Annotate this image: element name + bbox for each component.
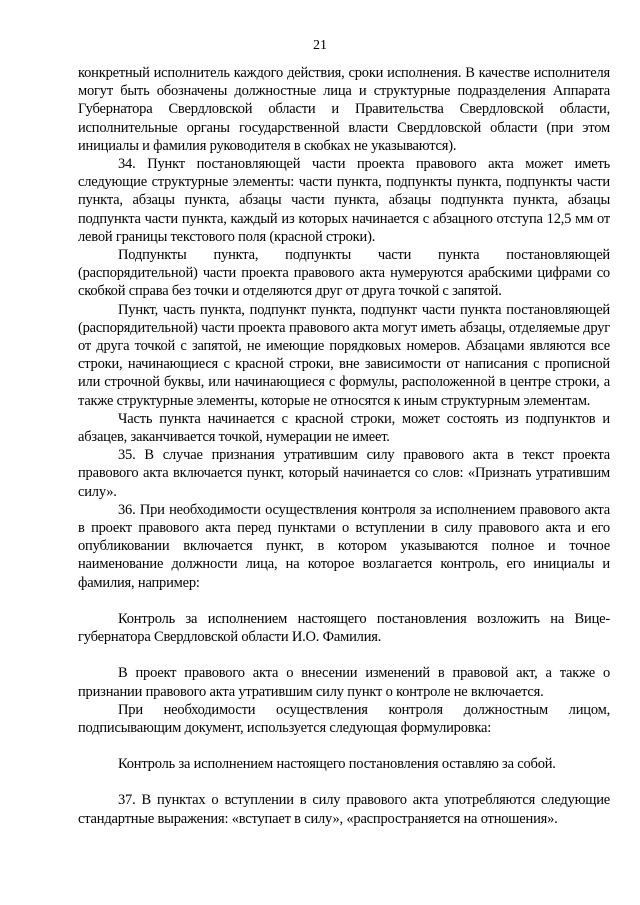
paragraph-subpoints-numbering: Подпункты пункта, подпункты части пункта постановляющей (распорядительной) части проекта правового акта нумеруются арабскими цифрами со скобкой справа без точки и отделяются друг от друга точкой с запятой. bbox=[78, 247, 610, 300]
paragraph-abzacy: Пункт, часть пункта, подпункт пункта, подпункт части пункта постановляющей (распорядительной) части проекта правового акта могут иметь абзацы, отделяемые друг от друга точкой с запятой, не имеющие порядковых номеров. Абзацами являются все строки, начинающиеся с красной строки, вне зависимости от написания с прописной или строчной буквы, или начинающиеся с формулы, расположенной в центре строки, а также структурные элементы, которые не относятся к иным структурным элементам. bbox=[78, 301, 610, 409]
paragraph-37: 37. В пунктах о вступлении в силу правового акта употребляются следующие стандартные выражения: «вступает в силу», «распространяется на отношения». bbox=[78, 792, 610, 827]
paragraph-control-not-included: В проект правового акта о внесении изменений в правовой акт, а также о признании правового акта утратившим силу пункт о контроле не включается. bbox=[78, 665, 610, 700]
paragraph-35: 35. В случае признания утратившим силу правового акта в текст проекта правового акта включается пункт, который начинается со слов: «Признать утратившим силу». bbox=[78, 447, 610, 500]
paragraph-34: 34. Пункт постановляющей части проекта правового акта может иметь следующие структурные элементы: части пункта, подпункты пункта, подпункты части пункта, абзацы пункта, абзацы части пункта, абзацы подпункта пункта, абзацы подпункта части пункта, каждый из которых начинается с абзацного отступа 12,5 мм от левой границы текстового поля (красной строки). bbox=[78, 156, 610, 245]
paragraph-part-of-point: Часть пункта начинается с красной строки, может состоять из подпунктов и абзацев, заканчивается точкой, нумерации не имеет. bbox=[78, 410, 610, 446]
example-control-clause: Контроль за исполнением настоящего постановления возложить на Вице-губернатора Свердловской области И.О. Фамилия. bbox=[78, 610, 610, 646]
example-control-self: Контроль за исполнением настоящего постановления оставляю за собой. bbox=[118, 756, 556, 773]
paragraph-36: 36. При необходимости осуществления контроля за исполнением правового акта в проект правового акта перед пунктами о вступлении в силу правового акта и его опубликовании включается пункт, в котором указываются полное и точное наименование должности лица, на которое возлагается контроль, его инициалы и фамилия, например: bbox=[78, 501, 610, 591]
document-body bbox=[78, 64, 610, 828]
paragraph-control-by-signer: При необходимости осуществления контроля должностным лицом, подписывающим документ, используется следующая формулировка: bbox=[78, 701, 610, 736]
paragraph-executor-continuation: конкретный исполнитель каждого действия, сроки исполнения. В качестве исполнителя могут быть обозначены должностные лица и структурные подразделения Аппарата Губернатора Свердловской области и Правительства Свердловской области, исполнительные органы государственной власти Свердловской области (при этом инициалы и фамилия руководителя в скобках не указываются). bbox=[78, 65, 610, 154]
page-number: 21 bbox=[313, 38, 327, 53]
